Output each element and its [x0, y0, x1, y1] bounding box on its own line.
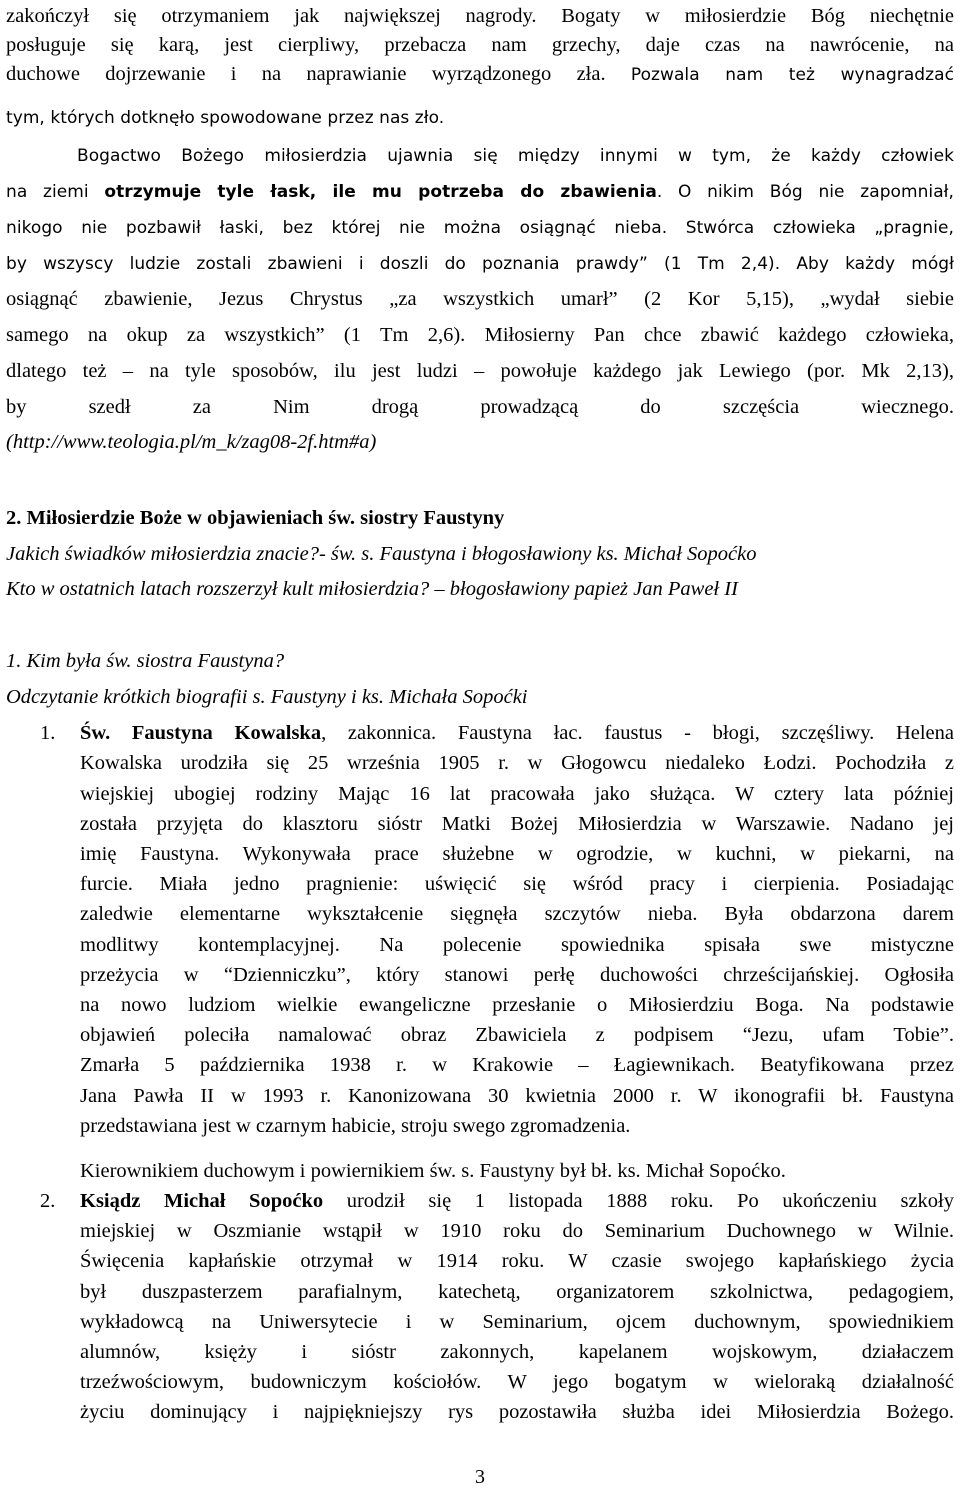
text-line — [80, 719, 954, 748]
text-line: imię Faustyna. Wykonywała prace służebne w ogrodzie, w kuchni, w piekarni, na — [80, 843, 954, 865]
text-line: zaledwie elementarne wykształcenie sięgnęła szczytów nieba. Była obdarzona darem — [80, 903, 954, 925]
text-line: przeżycia w “Dzienniczku”, który stanowi perłę duchowości chrześcijańskiej. Ogłosiła — [80, 964, 954, 986]
text-line: by szedł za Nim drogą prowadzącą do szczęścia wiecznego. — [6, 396, 954, 418]
text-line: by wszyscy ludzie zostali zbawieni i doszli do poznania prawdy” (1 Tm 2,4). Aby każdy mógł — [6, 254, 954, 274]
text-line: została przyjęta do klasztoru sióstr Matki Bożej Miłosierdzia w Warszawie. Nadano jej — [80, 813, 954, 835]
transition-sentence: Kierownikiem duchowym i powiernikiem św. s. Faustyny był bł. ks. Michał Sopoćko. — [80, 1160, 786, 1182]
text-line: tym, których dotknęło spowodowane przez nas zło. — [6, 108, 445, 128]
text-span: . O nikim Bóg nie zapomniał, — [656, 182, 955, 202]
emphasis-text: Ksiądz Michał Sopoćko — [80, 1190, 324, 1212]
text-line: Jana Pawła II w 1993 r. Kanonizowana 30 kwietnia 2000 r. W ikonografii bł. Faustyna — [80, 1085, 954, 1107]
question-line: 1. Kim była św. siostra Faustyna? — [6, 650, 285, 672]
text-line: Kowalska urodziła się 25 września 1905 r. w Głogowcu niedaleko Łodzi. Pochodziła z — [80, 752, 954, 774]
text-line: był duszpasterzem parafialnym, katechetą, organizatorem szkolnictwa, pedagogiem, — [80, 1281, 954, 1303]
text-line: posługuje się karą, jest cierpliwy, przebacza nam grzechy, daje czas na nawrócenie, na — [6, 34, 954, 56]
text-line: objawień poleciła namalować obraz Zbawiciela z podpisem “Jezu, ufam Tobie”. — [80, 1024, 954, 1046]
emphasis-text: Św. Faustyna Kowalska — [80, 722, 322, 744]
text-line: wiejskiej ubogiej rodziny Mając 16 lat pracowała jako służąca. W cztery lata później — [80, 783, 954, 805]
text-line: nikogo nie pozbawił łaski, bez której nie można osiągnąć nieba. Stwórca człowieka „pragnie, — [6, 218, 954, 238]
text-line: Bogactwo Bożego miłosierdzia ujawnia się między innymi w tym, że każdy człowiek — [77, 146, 954, 166]
list-number: 1. — [40, 722, 56, 744]
text-line — [80, 1187, 954, 1216]
source-link[interactable]: (http://www.teologia.pl/m_k/zag08-2f.htm#a) — [6, 431, 377, 453]
text-line: osiągnąć zbawienie, Jezus Chrystus „za wszystkich umarł” (2 Kor 5,15), „wydał siebie — [6, 288, 954, 310]
text-line: wykładowcą na Uniwersytecie i w Seminarium, ojcem duchownym, spowiednikiem — [80, 1311, 954, 1333]
text-line: Zmarła 5 października 1938 r. w Krakowie – Łagiewnikach. Beatyfikowana przez — [80, 1054, 954, 1076]
text-line: samego na okup za wszystkich” (1 Tm 2,6). Miłosierny Pan chce zbawić każdego człowieka, — [6, 324, 954, 346]
emphasis-text: otrzymuje tyle łask, ile mu potrzeba do zbawienia — [104, 182, 657, 202]
list-number: 2. — [40, 1190, 56, 1212]
text-line: przedstawiana jest w czarnym habicie, stroju swego zgromadzenia. — [80, 1115, 631, 1137]
text-line: alumnów, księży i sióstr zakonnych, kapelanem wojskowym, działaczem — [80, 1341, 954, 1363]
text-line: duchowe dojrzewanie i na naprawianie wyrządzonego zła. Pozwala nam też wynagradzać — [6, 63, 954, 85]
text-span: urodził się 1 listopada 1888 roku. Po ukończeniu szkoły — [323, 1190, 955, 1212]
question-line: Kto w ostatnich latach rozszerzył kult miłosierdzia? – błogosławiony papież Jan Paweł II — [6, 578, 738, 600]
text-line: furcie. Miała jedno pragnienie: uświęcić się wśród pracy i cierpienia. Posiadając — [80, 873, 954, 895]
text-line: trzeźwościowym, budowniczym kościołów. W jego bogatym w wieloraką działalność — [80, 1371, 954, 1393]
text-line: modlitwy kontemplacyjnej. Na polecenie spowiednika spisała swe mistyczne — [80, 934, 954, 956]
page-number: 3 — [475, 1466, 485, 1488]
text-span: na ziemi — [6, 182, 105, 202]
text-line: zakończył się otrzymaniem jak największej nagrody. Bogaty w miłosierdzie Bóg niechętnie — [6, 5, 954, 27]
text-line: dlatego też – na tyle sposobów, ilu jest ludzi – powołuje każdego jak Lewiego (por. Mk 2,13), — [6, 360, 954, 382]
text-line — [6, 178, 954, 207]
section-heading: 2. Miłosierdzie Boże w objawieniach św. siostry Faustyny — [6, 507, 505, 529]
text-line: miejskiej w Oszmianie wstąpił w 1910 roku do Seminarium Duchownego w Wilnie. — [80, 1220, 954, 1242]
text-span: , zakonnica. Faustyna łac. faustus - błogi, szczęśliwy. Helena — [321, 722, 954, 744]
question-line: Odczytanie krótkich biografii s. Faustyny i ks. Michała Sopoćki — [6, 686, 528, 708]
text-line: Święcenia kapłańskie otrzymał w 1914 roku. W czasie swojego kapłańskiego życia — [80, 1250, 954, 1272]
question-line: Jakich świadków miłosierdzia znacie?- św. s. Faustyna i błogosławiony ks. Michał Sopoćko — [6, 543, 757, 565]
text-line: na nowo ludziom wielkie ewangeliczne przesłanie o Miłosierdziu Boga. Na podstawie — [80, 994, 954, 1016]
text-line: życiu dominujący i najpiękniejszy rys pozostawiła służba idei Miłosierdzia Bożego. — [80, 1401, 954, 1423]
